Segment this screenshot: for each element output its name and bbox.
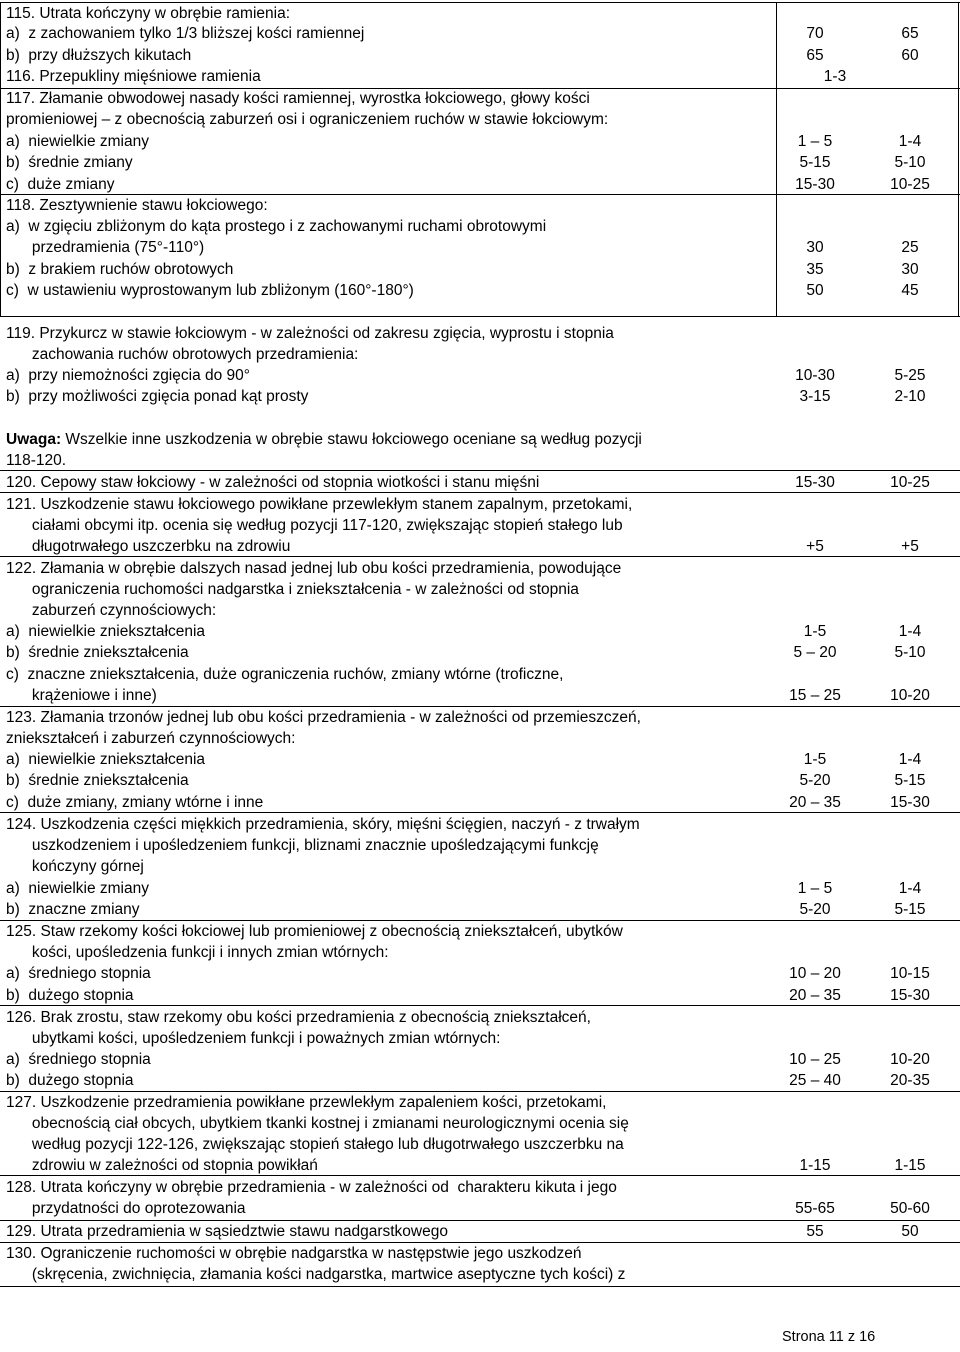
value-col-2: 10-20 bbox=[890, 687, 930, 704]
row-divider bbox=[0, 1091, 960, 1092]
value-col-1: 10-30 bbox=[795, 367, 835, 384]
value-col-2: 25 bbox=[901, 239, 919, 256]
entry-text: kości, upośledzenia funkcji i innych zmian wtórnych: bbox=[6, 944, 389, 961]
value-col-1: 10 – 25 bbox=[789, 1051, 841, 1068]
entry-text: 127. Uszkodzenie przedramienia powikłane przewlekłym zapaleniem kości, przetokami, bbox=[6, 1094, 607, 1111]
entry-text: a) niewielkie zniekształcenia bbox=[6, 751, 206, 768]
entry-text: 117. Złamanie obwodowej nasady kości ramiennej, wyrostka łokciowego, głowy kości bbox=[6, 90, 590, 107]
entry-text: przedramienia (75°-110°) bbox=[6, 239, 205, 256]
entry-text: a) przy niemożności zgięcia do 90° bbox=[6, 367, 250, 384]
value-col-1: 15-30 bbox=[795, 474, 835, 491]
value-col-2: 45 bbox=[901, 282, 919, 299]
row-divider bbox=[0, 920, 960, 921]
entry-text: zaburzeń czynnościowych: bbox=[6, 602, 217, 619]
row-divider bbox=[0, 1220, 960, 1221]
row-divider bbox=[0, 1286, 960, 1287]
value-col-2: 30 bbox=[901, 261, 919, 278]
entry-text: obecnością ciał obcych, ubytkiem tkanki kostnej i zmianami neurologicznymi ocenia się bbox=[6, 1115, 629, 1132]
entry-text: 120. Cepowy staw łokciowy - w zależności od stopnia wiotkości i stanu mięśni bbox=[6, 474, 540, 491]
entry-text: a) w zgięciu zbliżonym do kąta prostego i z zachowanymi ruchami obrotowymi bbox=[6, 218, 547, 235]
entry-text: b) średnie zniekształcenia bbox=[6, 644, 189, 661]
page-number: Strona 11 z 16 bbox=[782, 1329, 876, 1345]
value-col-1: 15 – 25 bbox=[789, 687, 841, 704]
value-col-1: 15-30 bbox=[795, 176, 835, 193]
entry-text: b) dużego stopnia bbox=[6, 987, 134, 1004]
value-col-2: 15-30 bbox=[890, 987, 930, 1004]
entry-text: a) średniego stopnia bbox=[6, 1051, 151, 1068]
value-col-1: 5-20 bbox=[799, 772, 831, 789]
entry-text: a) niewielkie zniekształcenia bbox=[6, 623, 206, 640]
value-col-1: 30 bbox=[806, 239, 824, 256]
entry-text bbox=[6, 430, 642, 450]
value-col-1: 1-5 bbox=[803, 751, 827, 768]
note-label: Uwaga: bbox=[6, 431, 62, 448]
row-divider bbox=[0, 470, 960, 471]
entry-text: zniekształceń i zaburzeń czynnościowych: bbox=[6, 730, 296, 747]
column-divider bbox=[0, 2, 1, 316]
entry-text: zdrowiu w zależności od stopnia powikłań bbox=[6, 1157, 318, 1174]
value-col-2: +5 bbox=[901, 538, 919, 555]
entry-text: 118-120. bbox=[6, 452, 67, 469]
value-col-1: 1-15 bbox=[799, 1157, 831, 1174]
entry-text: kończyny górnej bbox=[6, 858, 144, 875]
value-col-2: 5-10 bbox=[894, 154, 926, 171]
value-col-2: 15-30 bbox=[890, 794, 930, 811]
value-col-2: 10-15 bbox=[890, 965, 930, 982]
value-col-1: 50 bbox=[806, 282, 824, 299]
value-col-2: 2-10 bbox=[894, 388, 926, 405]
value-col-1: +5 bbox=[806, 538, 824, 555]
entry-text: uszkodzeniem i upośledzeniem funkcji, bliznami znacznie upośledzającymi funkcję bbox=[6, 837, 599, 854]
column-divider bbox=[958, 2, 959, 316]
entry-text: 119. Przykurcz w stawie łokciowym - w zależności od zakresu zgięcia, wyprostu i stopnia bbox=[6, 325, 614, 342]
entry-text: krążeniowe i inne) bbox=[6, 687, 157, 704]
value-col-2: 10-25 bbox=[890, 474, 930, 491]
entry-text: c) duże zmiany bbox=[6, 176, 115, 193]
entry-text: (skręcenia, zwichnięcia, złamania kości nadgarstka, martwice aseptyczne tych kości) z bbox=[6, 1266, 626, 1283]
entry-text: c) duże zmiany, zmiany wtórne i inne bbox=[6, 794, 264, 811]
row-divider bbox=[0, 706, 960, 707]
value-col-1: 65 bbox=[806, 47, 824, 64]
entry-text: a) niewielkie zmiany bbox=[6, 133, 149, 150]
entry-text: c) w ustawieniu wyprostowanym lub zbliżonym (160°-180°) bbox=[6, 282, 414, 299]
value-col-1: 1 – 5 bbox=[797, 880, 833, 897]
value-col-1: 55-65 bbox=[795, 1200, 835, 1217]
value-col-1: 20 – 35 bbox=[789, 794, 841, 811]
value-col-2: 50 bbox=[901, 1223, 919, 1240]
note-text: Wszelkie inne uszkodzenia w obrębie stawu łokciowego oceniane są według pozycji bbox=[61, 431, 642, 448]
value-col-2: 1-4 bbox=[898, 133, 922, 150]
entry-text: ograniczenia ruchomości nadgarstka i zniekształcenia - w zależności od stopnia bbox=[6, 581, 579, 598]
value-col-1: 5-15 bbox=[799, 154, 831, 171]
value-col-2: 1-15 bbox=[894, 1157, 926, 1174]
entry-text: zachowania ruchów obrotowych przedramienia: bbox=[6, 346, 359, 363]
value-col-2: 1-4 bbox=[898, 880, 922, 897]
entry-text: ciałami obcymi itp. ocenia się według pozycji 117-120, zwiększając stopień stałego lub bbox=[6, 517, 623, 534]
entry-text: b) z brakiem ruchów obrotowych bbox=[6, 261, 234, 278]
value-col-2: 5-15 bbox=[894, 772, 926, 789]
entry-text: 125. Staw rzekomy kości łokciowej lub promieniowej z obecnością zniekształceń, ubytków bbox=[6, 923, 623, 940]
row-divider bbox=[0, 2, 960, 3]
entry-text: 129. Utrata przedramienia w sąsiedztwie stawu nadgarstkowego bbox=[6, 1223, 448, 1240]
row-divider bbox=[0, 1242, 960, 1243]
entry-text: a) niewielkie zmiany bbox=[6, 880, 149, 897]
value-col-1: 35 bbox=[806, 261, 824, 278]
value-col-2: 5-25 bbox=[894, 367, 926, 384]
row-divider bbox=[0, 316, 960, 317]
entry-text: 124. Uszkodzenia części miękkich przedramienia, skóry, mięśni ścięgien, naczyń - z trwałym bbox=[6, 816, 640, 833]
entry-text: 123. Złamania trzonów jednej lub obu kości przedramienia - w zależności od przemieszczeń, bbox=[6, 709, 641, 726]
entry-text: c) znaczne zniekształcenia, duże ograniczenia ruchów, zmiany wtórne (troficzne, bbox=[6, 666, 564, 683]
value-col-1: 25 – 40 bbox=[789, 1072, 841, 1089]
value-col-1: 10 – 20 bbox=[789, 965, 841, 982]
value-col-1: 55 bbox=[806, 1223, 824, 1240]
value-col-2: 50-60 bbox=[890, 1200, 930, 1217]
value-col-1: 20 – 35 bbox=[789, 987, 841, 1004]
value-col-1: 1-5 bbox=[803, 623, 827, 640]
value-col-2: 1-4 bbox=[898, 623, 922, 640]
value-col-1: 5-20 bbox=[799, 901, 831, 918]
entry-text: promieniowej – z obecnością zaburzeń osi i ograniczeniem ruchów w stawie łokciowym: bbox=[6, 111, 609, 128]
value-col-1: 70 bbox=[806, 25, 824, 42]
entry-text: 130. Ograniczenie ruchomości w obrębie nadgarstka w następstwie jego uszkodzeń bbox=[6, 1245, 582, 1262]
entry-text: ubytkami kości, upośledzeniem funkcji i poważnych zmian wtórnych: bbox=[6, 1030, 501, 1047]
entry-text: a) średniego stopnia bbox=[6, 965, 151, 982]
entry-text: b) dużego stopnia bbox=[6, 1072, 134, 1089]
entry-text: według pozycji 122-126, zwiększając stopień stałego lub długotrwałego uszczerbku na bbox=[6, 1136, 624, 1153]
entry-text: 128. Utrata kończyny w obrębie przedramienia - w zależności od charakteru kikuta i jego bbox=[6, 1179, 617, 1196]
value-col-2: 20-35 bbox=[890, 1072, 930, 1089]
value-col-2: 65 bbox=[901, 25, 919, 42]
entry-text: 115. Utrata kończyny w obrębie ramienia: bbox=[6, 5, 291, 22]
entry-text: a) z zachowaniem tylko 1/3 bliższej kości ramiennej bbox=[6, 25, 365, 42]
value-col-2: 10-25 bbox=[890, 176, 930, 193]
entry-text: b) przy możliwości zgięcia ponad kąt prosty bbox=[6, 388, 309, 405]
entry-text: b) średnie zniekształcenia bbox=[6, 772, 189, 789]
value-col-2: 5-15 bbox=[894, 901, 926, 918]
entry-text: 116. Przepukliny mięśniowe ramienia bbox=[6, 68, 261, 85]
value-col-1: 3-15 bbox=[799, 388, 831, 405]
value-col-1: 1-3 bbox=[823, 68, 847, 85]
value-col-2: 10-20 bbox=[890, 1051, 930, 1068]
entry-text: 118. Zesztywnienie stawu łokciowego: bbox=[6, 197, 268, 214]
entry-text: 121. Uszkodzenie stawu łokciowego powikłane przewlekłym stanem zapalnym, przetokami, bbox=[6, 496, 633, 513]
value-col-1: 1 – 5 bbox=[797, 133, 833, 150]
entry-text: b) średnie zmiany bbox=[6, 154, 133, 171]
entry-text: b) przy dłuższych kikutach bbox=[6, 47, 192, 64]
entry-text: długotrwałego uszczerbku na zdrowiu bbox=[6, 538, 291, 555]
entry-text: b) znaczne zmiany bbox=[6, 901, 140, 918]
column-divider bbox=[776, 2, 777, 316]
entry-text: 126. Brak zrostu, staw rzekomy obu kości przedramienia z obecnością zniekształceń, bbox=[6, 1009, 591, 1026]
value-col-1: 5 – 20 bbox=[793, 644, 837, 661]
entry-text: 122. Złamania w obrębie dalszych nasad jednej lub obu kości przedramienia, powodujące bbox=[6, 560, 622, 577]
value-col-2: 60 bbox=[901, 47, 919, 64]
entry-text: przydatności do oprotezowania bbox=[6, 1200, 246, 1217]
value-col-2: 1-4 bbox=[898, 751, 922, 768]
value-col-2: 5-10 bbox=[894, 644, 926, 661]
